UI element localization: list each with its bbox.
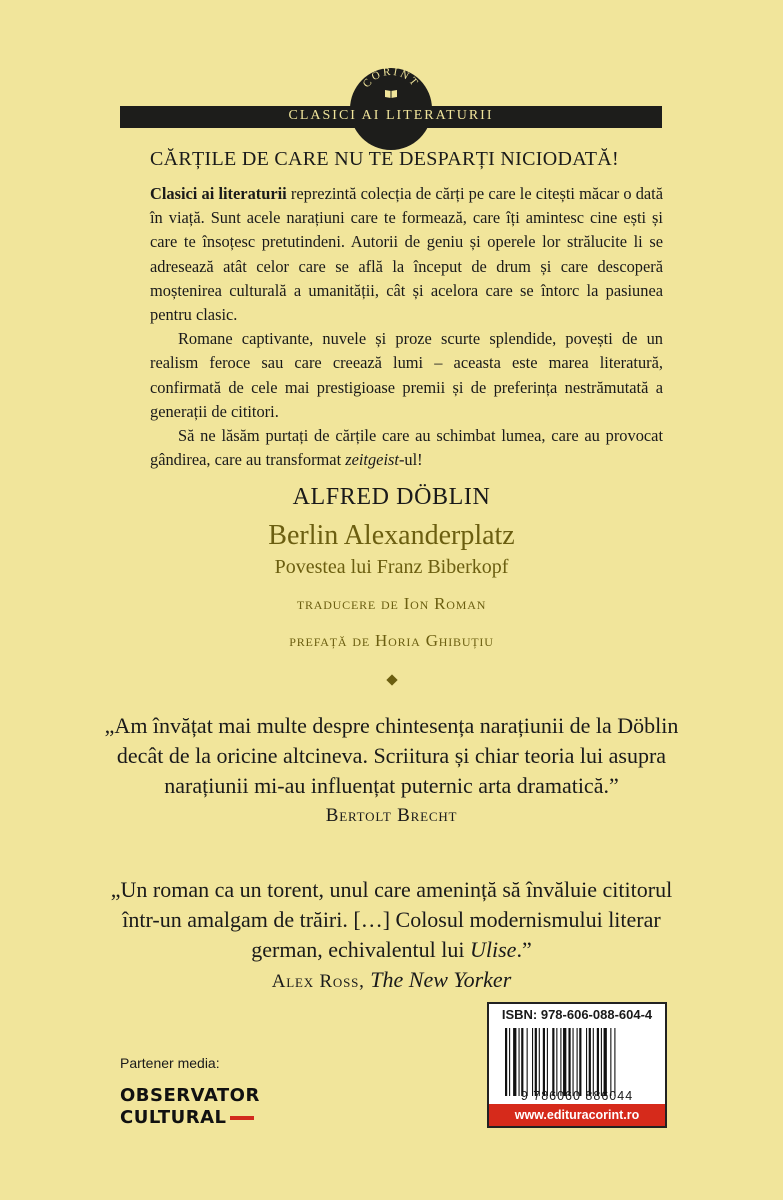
barcode-box xyxy=(487,1002,667,1128)
book-title: Berlin Alexanderplatz xyxy=(268,520,515,551)
description-paragraph-1 xyxy=(150,182,663,327)
quote-text: „Am învățat mai multe despre chintesența narațiunii de la Döblin decât de la oricine altcineva. Scriitura și chiar teoria lui asupra narațiunii mi-au influențat puternic arta dramatică.” xyxy=(104,713,679,798)
book-icon xyxy=(384,88,398,98)
quote-text xyxy=(100,875,683,965)
book-author: ALFRED DÖBLIN xyxy=(292,484,491,510)
barcode-icon xyxy=(503,1028,653,1096)
logo-red-bar xyxy=(230,1116,254,1120)
quote-attribution xyxy=(100,965,683,997)
ornament xyxy=(0,671,783,691)
description-paragraph-3 xyxy=(150,424,663,472)
description-p1-text: reprezintă colecția de cărți pe care le citești măcar o dată în viață. Sunt acele narațiuni care te formează, care îți amintesc cine ești și care te însoțesc pretutindeni. Autorii de geniu și operele lor strălucite li se adresează atât celor care se află la început de drum și care descoperă moștenirea culturală a umanității, cât și acelora care se întorc la pasiunea pentru clasic. xyxy=(150,184,664,325)
headline: CĂRȚILE DE CARE NU TE DESPARȚI NICIODATĂ! xyxy=(150,148,619,170)
ean-number: 9 786060 886044 xyxy=(520,1089,634,1103)
description-p3-text-b: -ul! xyxy=(398,450,423,470)
preface-credit: prefață de Horia Ghibuțiu xyxy=(289,631,494,650)
quote-ross xyxy=(100,875,683,997)
observator-cultural-logo xyxy=(120,1085,260,1129)
quote-author: Bertolt Brecht xyxy=(325,805,458,826)
logo-line-1: OBSERVATOR xyxy=(120,1085,260,1106)
logo-line-2: CULTURAL xyxy=(120,1107,227,1128)
diamond-icon xyxy=(386,674,397,685)
description-p3-text-a: Să ne lăsăm purtați de cărțile care au schimbat lumea, care au provocat gândirea, care au transformat xyxy=(150,426,663,470)
quote-italic: Ulise xyxy=(469,937,517,962)
quote-brecht xyxy=(100,711,683,831)
description-paragraph-2: Romane captivante, nuvele și proze scurte splendide, povești de un realism feroce sau care creează lumi – aceasta este marea literatură, confirmată de cele mai prestigioase premii și de preferința nestrămutată a generații de cititori. xyxy=(150,329,663,421)
isbn-label: ISBN: 978-606-088-604-4 xyxy=(501,1007,653,1022)
quote-author: Alex Ross, xyxy=(271,971,371,992)
collection-name: CLASICI AI LITERATURII xyxy=(288,108,494,123)
media-partner-label: Partener media: xyxy=(120,1055,220,1071)
book-subtitle: Povestea lui Franz Biberkopf xyxy=(274,556,509,578)
translator-credit: traducere de Ion Roman xyxy=(296,594,487,613)
quote-text-b: .” xyxy=(516,937,532,962)
collection-description xyxy=(150,182,663,472)
publisher-url: www.edituracorint.ro xyxy=(489,1104,665,1126)
collection-band xyxy=(120,106,662,128)
svg-text:CORINT: CORINT xyxy=(360,68,422,91)
collection-title-bold: Clasici ai literaturii xyxy=(150,184,287,203)
description-p3-italic: zeitgeist xyxy=(345,450,399,470)
quote-source: The New Yorker xyxy=(370,967,512,992)
quote-text-a: „Un roman ca un torent, unul care amenință să învăluie cititorul într-un amalgam de trăiri. […] Colosul modernismului literar german, echivalentul lui xyxy=(110,877,673,962)
